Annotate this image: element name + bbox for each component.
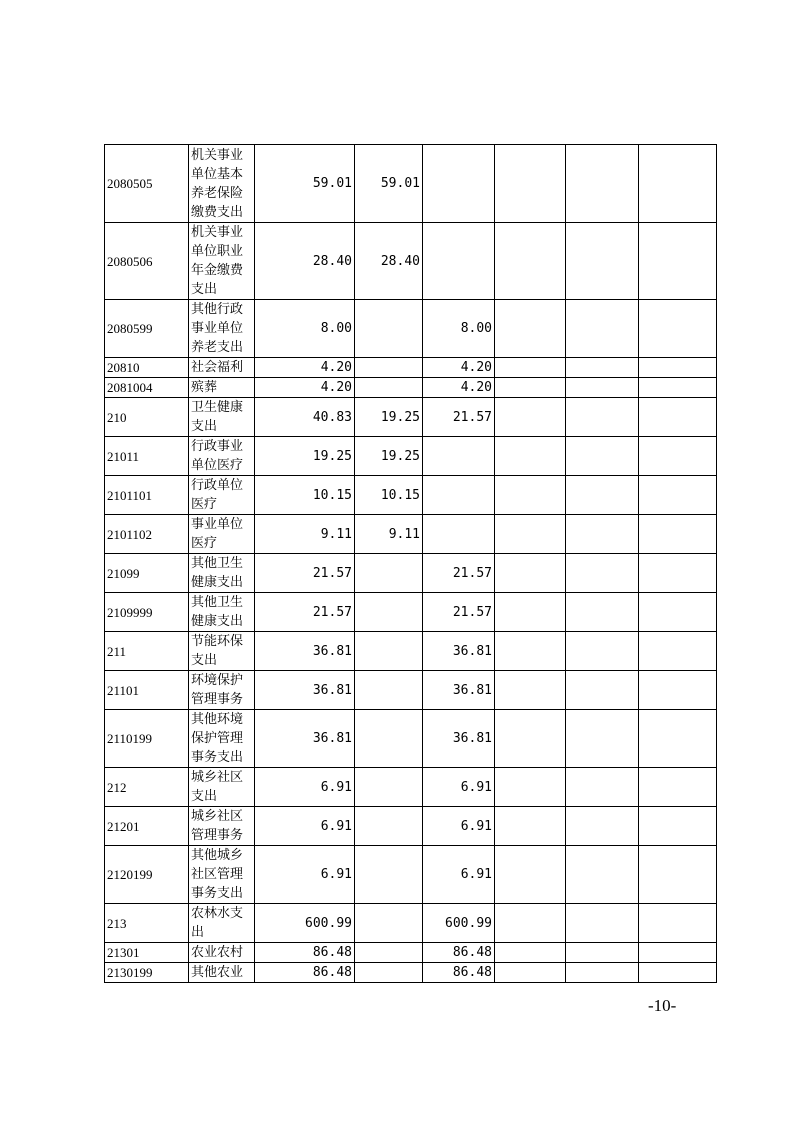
item-name-cell: 其他行政事业单位养老支出	[189, 300, 255, 358]
column-7-cell	[566, 398, 639, 437]
total-amount-cell: 4.20	[255, 358, 355, 378]
project-expense-cell: 600.99	[423, 904, 495, 943]
column-7-cell	[566, 358, 639, 378]
total-amount-cell: 10.15	[255, 476, 355, 515]
column-8-cell	[639, 223, 717, 300]
function-code-cell: 213	[105, 904, 189, 943]
item-name-cell: 其他农业	[189, 963, 255, 983]
table-row	[105, 378, 717, 398]
column-8-cell	[639, 671, 717, 710]
column-6-cell	[495, 437, 566, 476]
project-expense-cell: 86.48	[423, 943, 495, 963]
total-amount-cell: 86.48	[255, 963, 355, 983]
basic-expense-cell	[355, 378, 423, 398]
function-code-cell: 20810	[105, 358, 189, 378]
basic-expense-cell	[355, 671, 423, 710]
column-7-cell	[566, 807, 639, 846]
column-7-cell	[566, 437, 639, 476]
item-name-cell: 社会福利	[189, 358, 255, 378]
column-8-cell	[639, 963, 717, 983]
table-row	[105, 476, 717, 515]
project-expense-cell: 4.20	[423, 378, 495, 398]
total-amount-cell: 4.20	[255, 378, 355, 398]
column-8-cell	[639, 710, 717, 768]
project-expense-cell: 6.91	[423, 846, 495, 904]
item-name-cell: 节能环保支出	[189, 632, 255, 671]
function-code-cell: 210	[105, 398, 189, 437]
function-code-cell: 2080505	[105, 145, 189, 223]
basic-expense-cell	[355, 358, 423, 378]
table-row	[105, 768, 717, 807]
column-7-cell	[566, 145, 639, 223]
basic-expense-cell	[355, 943, 423, 963]
column-7-cell	[566, 632, 639, 671]
function-code-cell: 2109999	[105, 593, 189, 632]
project-expense-cell: 21.57	[423, 554, 495, 593]
table-row	[105, 943, 717, 963]
column-6-cell	[495, 768, 566, 807]
table-row	[105, 710, 717, 768]
total-amount-cell: 600.99	[255, 904, 355, 943]
column-6-cell	[495, 145, 566, 223]
column-8-cell	[639, 807, 717, 846]
total-amount-cell: 21.57	[255, 554, 355, 593]
column-6-cell	[495, 554, 566, 593]
page-number: -10-	[648, 996, 677, 1015]
column-6-cell	[495, 807, 566, 846]
table-row	[105, 515, 717, 554]
function-code-cell: 2110199	[105, 710, 189, 768]
project-expense-cell	[423, 515, 495, 554]
column-8-cell	[639, 437, 717, 476]
basic-expense-cell	[355, 710, 423, 768]
total-amount-cell: 36.81	[255, 710, 355, 768]
basic-expense-cell: 10.15	[355, 476, 423, 515]
column-7-cell	[566, 963, 639, 983]
function-code-cell: 2080506	[105, 223, 189, 300]
basic-expense-cell: 9.11	[355, 515, 423, 554]
project-expense-cell: 6.91	[423, 807, 495, 846]
item-name-cell: 其他环境保护管理事务支出	[189, 710, 255, 768]
table-row	[105, 398, 717, 437]
column-7-cell	[566, 846, 639, 904]
column-6-cell	[495, 710, 566, 768]
project-expense-cell: 21.57	[423, 398, 495, 437]
item-name-cell: 农业农村	[189, 943, 255, 963]
basic-expense-cell: 28.40	[355, 223, 423, 300]
total-amount-cell: 19.25	[255, 437, 355, 476]
column-6-cell	[495, 632, 566, 671]
table-row	[105, 300, 717, 358]
total-amount-cell: 21.57	[255, 593, 355, 632]
item-name-cell: 其他城乡社区管理事务支出	[189, 846, 255, 904]
column-7-cell	[566, 904, 639, 943]
column-6-cell	[495, 378, 566, 398]
column-8-cell	[639, 904, 717, 943]
item-name-cell: 卫生健康支出	[189, 398, 255, 437]
column-8-cell	[639, 145, 717, 223]
column-6-cell	[495, 671, 566, 710]
total-amount-cell: 40.83	[255, 398, 355, 437]
total-amount-cell: 59.01	[255, 145, 355, 223]
function-code-cell: 21201	[105, 807, 189, 846]
column-7-cell	[566, 476, 639, 515]
project-expense-cell: 8.00	[423, 300, 495, 358]
basic-expense-cell	[355, 768, 423, 807]
table-row	[105, 145, 717, 223]
item-name-cell: 其他卫生健康支出	[189, 593, 255, 632]
total-amount-cell: 6.91	[255, 846, 355, 904]
table-row	[105, 437, 717, 476]
column-6-cell	[495, 358, 566, 378]
basic-expense-cell	[355, 632, 423, 671]
basic-expense-cell	[355, 300, 423, 358]
table-row	[105, 846, 717, 904]
basic-expense-cell: 59.01	[355, 145, 423, 223]
project-expense-cell: 36.81	[423, 671, 495, 710]
column-7-cell	[566, 710, 639, 768]
total-amount-cell: 36.81	[255, 671, 355, 710]
item-name-cell: 殡葬	[189, 378, 255, 398]
function-code-cell: 211	[105, 632, 189, 671]
project-expense-cell: 36.81	[423, 710, 495, 768]
project-expense-cell	[423, 476, 495, 515]
column-6-cell	[495, 398, 566, 437]
column-8-cell	[639, 358, 717, 378]
basic-expense-cell	[355, 963, 423, 983]
item-name-cell: 行政单位医疗	[189, 476, 255, 515]
budget-table-body	[105, 145, 717, 983]
table-row	[105, 223, 717, 300]
project-expense-cell: 86.48	[423, 963, 495, 983]
item-name-cell: 事业单位医疗	[189, 515, 255, 554]
column-6-cell	[495, 904, 566, 943]
function-code-cell: 2130199	[105, 963, 189, 983]
function-code-cell: 21301	[105, 943, 189, 963]
project-expense-cell	[423, 437, 495, 476]
column-6-cell	[495, 476, 566, 515]
function-code-cell: 2101102	[105, 515, 189, 554]
table-row	[105, 671, 717, 710]
total-amount-cell: 8.00	[255, 300, 355, 358]
total-amount-cell: 36.81	[255, 632, 355, 671]
function-code-cell: 21011	[105, 437, 189, 476]
column-8-cell	[639, 632, 717, 671]
project-expense-cell: 4.20	[423, 358, 495, 378]
column-8-cell	[639, 476, 717, 515]
table-row	[105, 632, 717, 671]
total-amount-cell: 9.11	[255, 515, 355, 554]
total-amount-cell: 6.91	[255, 807, 355, 846]
function-code-cell: 2101101	[105, 476, 189, 515]
column-8-cell	[639, 300, 717, 358]
column-6-cell	[495, 943, 566, 963]
column-8-cell	[639, 515, 717, 554]
basic-expense-cell	[355, 846, 423, 904]
column-6-cell	[495, 223, 566, 300]
column-7-cell	[566, 593, 639, 632]
column-8-cell	[639, 943, 717, 963]
function-code-cell: 2120199	[105, 846, 189, 904]
project-expense-cell: 6.91	[423, 768, 495, 807]
column-7-cell	[566, 554, 639, 593]
project-expense-cell: 21.57	[423, 593, 495, 632]
column-6-cell	[495, 515, 566, 554]
column-7-cell	[566, 378, 639, 398]
column-8-cell	[639, 554, 717, 593]
item-name-cell: 城乡社区管理事务	[189, 807, 255, 846]
item-name-cell: 机关事业单位基本养老保险缴费支出	[189, 145, 255, 223]
table-row	[105, 904, 717, 943]
column-7-cell	[566, 515, 639, 554]
column-7-cell	[566, 300, 639, 358]
table-row	[105, 963, 717, 983]
item-name-cell: 农林水支出	[189, 904, 255, 943]
column-8-cell	[639, 398, 717, 437]
column-7-cell	[566, 223, 639, 300]
column-8-cell	[639, 378, 717, 398]
function-code-cell: 2081004	[105, 378, 189, 398]
project-expense-cell	[423, 223, 495, 300]
total-amount-cell: 6.91	[255, 768, 355, 807]
item-name-cell: 其他卫生健康支出	[189, 554, 255, 593]
column-7-cell	[566, 768, 639, 807]
basic-expense-cell	[355, 593, 423, 632]
total-amount-cell: 28.40	[255, 223, 355, 300]
basic-expense-cell	[355, 554, 423, 593]
column-6-cell	[495, 963, 566, 983]
column-8-cell	[639, 593, 717, 632]
item-name-cell: 环境保护管理事务	[189, 671, 255, 710]
column-7-cell	[566, 943, 639, 963]
column-7-cell	[566, 671, 639, 710]
function-code-cell: 212	[105, 768, 189, 807]
column-6-cell	[495, 593, 566, 632]
project-expense-cell	[423, 145, 495, 223]
item-name-cell: 行政事业单位医疗	[189, 437, 255, 476]
table-row	[105, 554, 717, 593]
project-expense-cell: 36.81	[423, 632, 495, 671]
column-8-cell	[639, 846, 717, 904]
basic-expense-cell	[355, 807, 423, 846]
item-name-cell: 城乡社区支出	[189, 768, 255, 807]
total-amount-cell: 86.48	[255, 943, 355, 963]
column-6-cell	[495, 300, 566, 358]
item-name-cell: 机关事业单位职业年金缴费支出	[189, 223, 255, 300]
basic-expense-cell: 19.25	[355, 437, 423, 476]
table-row	[105, 593, 717, 632]
table-row	[105, 807, 717, 846]
basic-expense-cell	[355, 904, 423, 943]
column-8-cell	[639, 768, 717, 807]
table-row	[105, 358, 717, 378]
column-6-cell	[495, 846, 566, 904]
function-code-cell: 21099	[105, 554, 189, 593]
budget-table	[104, 144, 717, 983]
basic-expense-cell: 19.25	[355, 398, 423, 437]
function-code-cell: 2080599	[105, 300, 189, 358]
function-code-cell: 21101	[105, 671, 189, 710]
